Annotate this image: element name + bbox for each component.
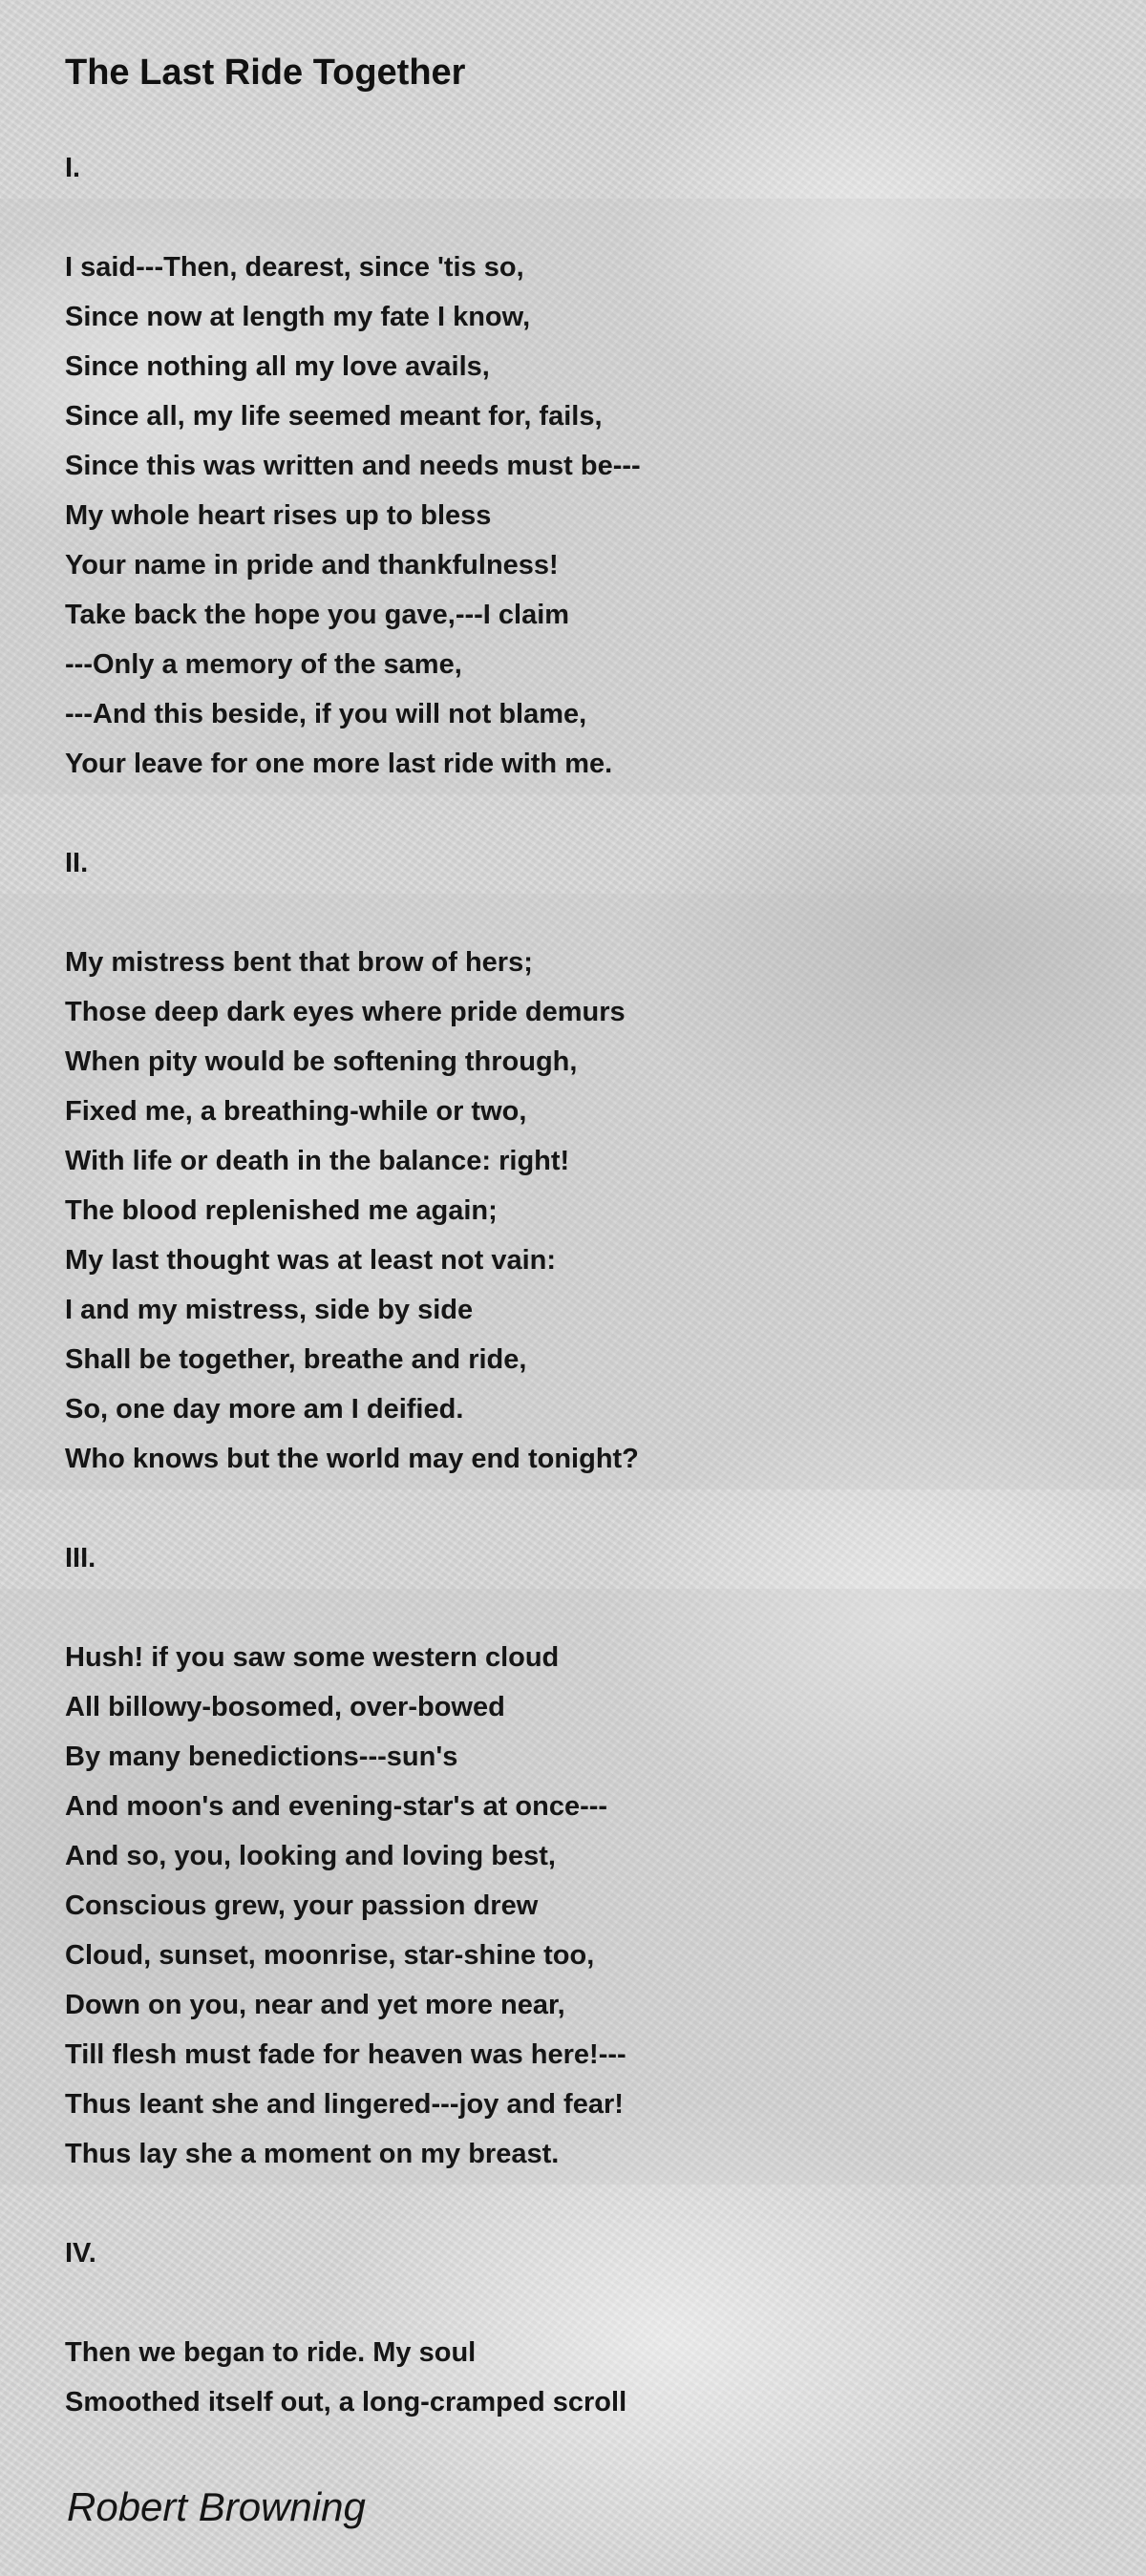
stanza-numeral: I. xyxy=(65,153,81,183)
poem-line: Conscious grew, your passion drew xyxy=(65,1890,539,1921)
poem-line: Down on you, near and yet more near, xyxy=(65,1990,565,2020)
poem-line: I and my mistress, side by side xyxy=(65,1295,474,1325)
poem-line: When pity would be softening through, xyxy=(65,1046,578,1077)
poem-line: My mistress bent that brow of hers; xyxy=(65,947,533,978)
poem-line: Cloud, sunset, moonrise, star-shine too, xyxy=(65,1940,595,1971)
poem-line: ---And this beside, if you will not blame, xyxy=(65,699,587,729)
stanza-lines xyxy=(65,1633,626,2179)
poem-line: Take back the hope you gave,---I claim xyxy=(65,600,570,630)
poem-line: My whole heart rises up to bless xyxy=(65,500,492,531)
poem-line: The blood replenished me again; xyxy=(65,1195,498,1226)
poem-line: Your leave for one more last ride with me. xyxy=(65,749,613,779)
poem-line: Those deep dark eyes where pride demurs xyxy=(65,997,626,1027)
poem-line: Then we began to ride. My soul xyxy=(65,2337,477,2368)
poem-line: Since this was written and needs must be--- xyxy=(65,451,641,481)
poem-line: So, one day more am I deified. xyxy=(65,1394,464,1425)
poem-line: Since now at length my fate I know, xyxy=(65,302,531,332)
poem-line: Since all, my life seemed meant for, fails, xyxy=(65,401,603,432)
poem-line: My last thought was at least not vain: xyxy=(65,1245,557,1276)
poem-line: Who knows but the world may end tonight? xyxy=(65,1444,639,1474)
poem-line: Fixed me, a breathing-while or two, xyxy=(65,1096,527,1127)
poem-line: Thus leant she and lingered---joy and fear! xyxy=(65,2089,624,2120)
poem-title: The Last Ride Together xyxy=(65,53,466,93)
poem-line: ---Only a memory of the same, xyxy=(65,649,462,680)
poem-line: Hush! if you saw some western cloud xyxy=(65,1642,560,1673)
poem-line: Since nothing all my love avails, xyxy=(65,351,490,382)
stanza-numeral: IV. xyxy=(65,2238,96,2269)
poem-line: With life or death in the balance: right! xyxy=(65,1146,570,1176)
poem-line: Shall be together, breathe and ride, xyxy=(65,1344,527,1375)
stanza-numeral: II. xyxy=(65,848,89,878)
stanza-lines xyxy=(65,2328,626,2427)
stanza-lines xyxy=(65,243,641,789)
poem-author: Robert Browning xyxy=(67,2484,366,2529)
poem-line: By many benedictions---sun's xyxy=(65,1742,458,1772)
poem-line: And so, you, looking and loving best, xyxy=(65,1841,556,1871)
stanza-lines xyxy=(65,938,639,1484)
poem-line: And moon's and evening-star's at once--- xyxy=(65,1791,608,1822)
poem-line: Smoothed itself out, a long-cramped scroll xyxy=(65,2387,627,2418)
poem-line: Till flesh must fade for heaven was here!--- xyxy=(65,2039,626,2070)
poem-line: Thus lay she a moment on my breast. xyxy=(65,2139,560,2169)
poem-line: I said---Then, dearest, since 'tis so, xyxy=(65,252,524,283)
poem-line: Your name in pride and thankfulness! xyxy=(65,550,559,581)
poem-line: All billowy-bosomed, over-bowed xyxy=(65,1692,505,1722)
stanza-numeral: III. xyxy=(65,1543,96,1573)
